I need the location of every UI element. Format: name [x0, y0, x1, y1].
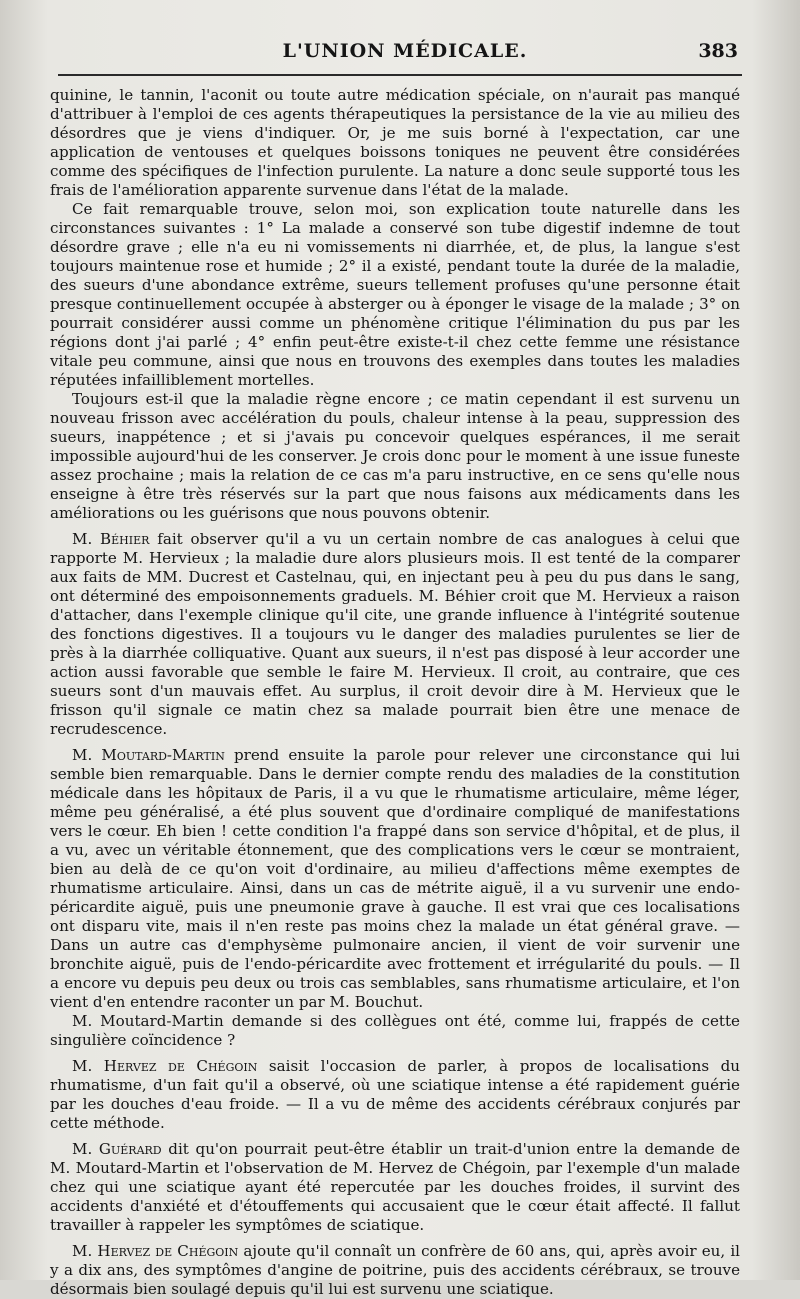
paragraph-text: quinine, le tannin, l'aconit ou toute autre médication spéciale, on n'aurait pas manqué d'attribuer à l'emploi de ces agents thérapeutiques la persistance de la vie au milieu des désordres que je viens d'indiquer. Or, je me suis borné à l'expectation, car une application de ventouses et quelques boissons toniques ne peuvent être considérées comme des spécifiques de l'infection purulente. La nature a donc seule supporté tous les frais de l'amélioration apparente survenue dans l'état de la malade. [50, 86, 740, 199]
paragraph-6 [50, 1012, 740, 1050]
paragraph-text: fait observer qu'il a vu un certain nombre de cas analogues à celui que rapporte M. Hervieux ; la maladie dure alors plusieurs mois. Il est tenté de la comparer aux faits de MM. Ducrest et Castelnau, qui, en injectant peu à peu du pus dans le sang, ont déterminé des empoisonnements graduels. M. Béhier croit que M. Hervieux a raison d'attacher, dans l'exemple clinique qu'il cite, une grande influence à l'intégrité soutenue des fonctions digestives. Il a toujours vu le danger des maladies purulentes se lier de près à la diarrhée colliquative. Quant aux sueurs, il n'est pas disposé à leur accorder une action aussi favorable que semble le faire M. Hervieux. Il croit, au contraire, que ces sueurs sont d'un mauvais effet. Au surplus, il croit devoir dire à M. Hervieux que le frisson qu'il signale ce matin chez sa malade pourrait bien être une menace de recrudescence. [50, 530, 740, 738]
paragraph-text: Ce fait remarquable trouve, selon moi, son explication toute naturelle dans les circonstances suivantes : 1° La malade a conservé son tube digestif indemne de tout désordre grave ; elle n'a eu ni vomissements ni diarrhée, et, de plus, la langue s'est toujours maintenue rose et humide ; 2° il a existé, pendant toute la durée de la maladie, des sueurs d'une abondance extrême, sueurs tellement profuses qu'une personne était presque continuellement occupée à absterger ou à éponger le visage de la malade ; 3° on pourrait considérer aussi comme un phénomène critique l'élimination du pus par les régions dont j'ai parlé ; 4° enfin peut-être existe-t-il chez cette femme une résistance vitale peu commune, ainsi que nous en trouvons des exemples dans toutes les maladies réputées infailliblement mortelles. [50, 200, 740, 389]
paragraph-text: saisit l'occasion de parler, à propos de localisations du rhumatisme, d'un fait qu'il a observé, où une sciatique intense a été rapidement guérie par les douches d'eau froide. — Il a vu de même des accidents cérébraux conjurés par cette méthode. [50, 1057, 740, 1132]
running-title: L'UNION MÉDICALE. [282, 40, 528, 62]
page-header [60, 40, 750, 70]
paragraph-2 [50, 200, 740, 390]
speaker-name: M. Guérard [72, 1140, 162, 1158]
paragraph-1 [50, 86, 740, 200]
paragraph-text: M. Moutard-Martin demande si des collègues ont été, comme lui, frappés de cette singulière coïncidence ? [50, 1012, 740, 1049]
speaker-name: M. Béhier [72, 530, 150, 548]
paragraph-text: Toujours est-il que la maladie règne encore ; ce matin cependant il est survenu un nouveau frisson avec accélération du pouls, chaleur intense à la peau, suppression des sueurs, inappétence ; et si j'avais pu concevoir quelques espérances, il me serait impossible aujourd'hui de les conserver. Je crois donc pour le moment à une issue funeste assez prochaine ; mais la relation de ce cas m'a paru instructive, en ce sens qu'elle nous enseigne à être très réservés sur la part que nous faisons aux médicaments dans les améliorations ou les guérisons que nous pouvons obtenir. [50, 390, 740, 522]
page-number: 383 [698, 40, 738, 62]
paragraph-9 [50, 1242, 740, 1299]
paragraph-3 [50, 390, 740, 523]
paragraph-4 [50, 530, 740, 739]
paragraph-text: prend ensuite la parole pour relever une circonstance qui lui semble bien remarquable. Dans le dernier compte rendu des maladies de la constitution médicale dans les hôpitaux de Paris, il a vu que le rhumatisme articulaire, même léger, même peu généralisé, a été plus souvent que d'ordinaire compliqué de manifestations vers le cœur. Eh bien ! cette condition l'a frappé dans son service d'hôpital, et de plus, il a vu, avec un véritable étonnement, que des complications vers le cœur se montraient, bien au delà de ce qu'on voit d'ordinaire, au milieu d'affections même exemptes de rhumatisme articulaire. Ainsi, dans un cas de métrite aiguë, il a vu survenir une endo-péricardite aiguë, puis une pneumonie grave à gauche. Il est vrai que ces localisations ont disparu vite, mais il n'en reste pas moins chez la malade un état général grave. — Dans un autre cas d'emphysème pulmonaire ancien, il vient de voir survenir une bronchite aiguë, puis de l'endo-péricardite avec frottement et irrégularité du pouls. — Il a encore vu depuis peu deux ou trois cas semblables, sans rhumatisme articulaire, et l'on vient d'en entendre raconter un par M. Bouchut. [50, 746, 740, 1011]
header-rule [58, 74, 742, 76]
speaker-name: M. Moutard-Martin [72, 746, 225, 764]
speaker-name: M. Hervez de Chégoin [72, 1242, 239, 1260]
paragraph-text: dit qu'on pourrait peut-être établir un trait-d'union entre la demande de M. Moutard-Martin et l'observation de M. Hervez de Chégoin, par l'exemple d'un malade chez qui une sciatique ayant été repercutée par les douches froides, il survint des accidents d'anxiété et d'étouffements qui accusaient que le cœur était affecté. Il fallut travailler à rappeler les symptômes de sciatique. [50, 1140, 740, 1234]
paragraph-8 [50, 1140, 740, 1235]
speaker-name: M. Hervez de Chégoin [72, 1057, 258, 1075]
body-text [50, 86, 740, 1299]
paragraph-5 [50, 746, 740, 1012]
paragraph-7 [50, 1057, 740, 1133]
paragraph-text: ajoute qu'il connaît un confrère de 60 ans, qui, après avoir eu, il y a dix ans, des symptômes d'angine de poitrine, puis des accidents cérébraux, se trouve désormais bien soulagé depuis qu'il lui est survenu une sciatique. [50, 1242, 740, 1298]
